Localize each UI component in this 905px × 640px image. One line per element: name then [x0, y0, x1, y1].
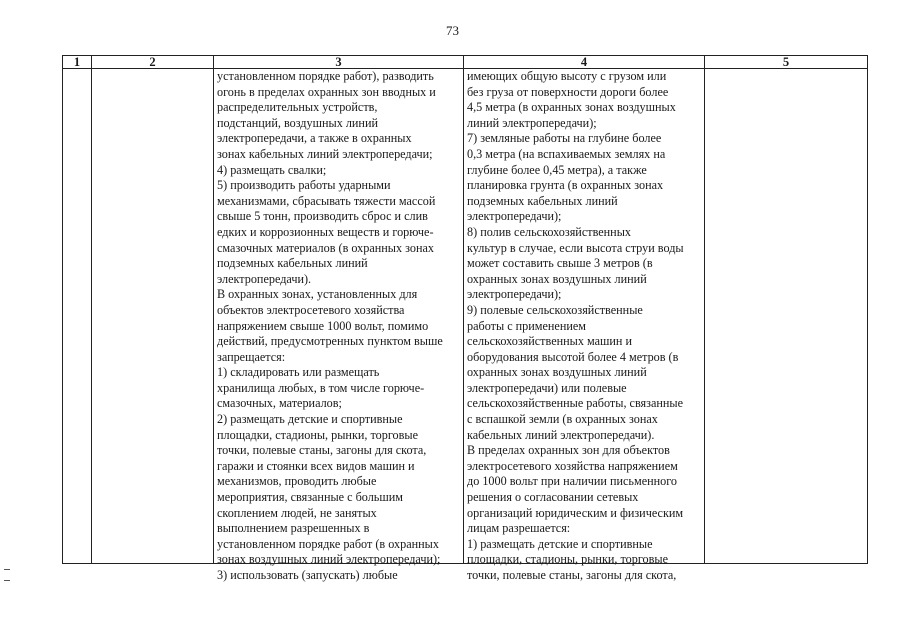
text-line: В охранных зонах, установленных для — [217, 287, 418, 302]
text-line: электропередачи) или полевые — [467, 380, 627, 395]
text-line: планировка грунта (в охранных зонах — [467, 178, 664, 193]
text-line: гаражи и стоянки всех видов машин и — [217, 458, 415, 473]
text-line: решения о согласовании сетевых — [467, 490, 639, 505]
text-line: напряжением свыше 1000 вольт, помимо — [217, 318, 429, 333]
text-line: 7) земляные работы на глубине более — [467, 131, 662, 146]
text-line: электропередачи); — [467, 209, 562, 224]
text-line: может составить свыше 3 метров (в — [467, 256, 653, 271]
cell-col-2 — [92, 69, 214, 564]
text-line: кабельных линий электропередачи). — [467, 427, 655, 442]
document-table — [62, 55, 868, 582]
text-line: 3) использовать (запускать) любые — [217, 568, 398, 582]
text-line: свыше 5 тонн, производить сброс и слив — [217, 209, 428, 224]
text-line: охранных зонах воздушных линий — [467, 365, 647, 380]
text-line: площадки, стадионы, рынки, торговые — [217, 427, 418, 442]
text-line: механизмов, проводить любые — [217, 474, 377, 489]
text-line: до 1000 вольт при наличии письменного — [467, 474, 678, 489]
text-line: 4,5 метра (в охранных зонах воздушных — [467, 100, 676, 115]
text-line: имеющих общую высоту с грузом или — [467, 69, 667, 83]
text-line: запрещается: — [217, 349, 286, 364]
text-line: глубине более 0,45 метра), а также — [467, 162, 647, 177]
text-line: 4) размещать свалки; — [217, 162, 327, 177]
col4-text — [467, 69, 701, 582]
text-line: зонах воздушных линий электропередачи); — [217, 552, 441, 567]
col3-text — [217, 69, 460, 582]
text-line: подстанций, воздушных линий — [217, 115, 379, 130]
text-line: выполнением разрешенных в — [217, 521, 370, 536]
scan-edge-mark-bottom — [4, 580, 10, 581]
text-line: 1) складировать или размещать — [217, 365, 380, 380]
text-line: культур в случае, если высота струи воды — [467, 240, 684, 255]
text-line: механизмами, сбрасывать тяжести массой — [217, 193, 436, 208]
text-line: площадки, стадионы, рынки, торговые — [467, 552, 668, 567]
text-line: распределительных устройств, — [217, 100, 378, 115]
cell-col-3 — [214, 69, 464, 582]
text-line: лицам разрешается: — [467, 521, 571, 536]
text-line: подземных кабельных линий — [467, 193, 618, 208]
text-line: действий, предусмотренных пунктом выше — [217, 334, 443, 349]
text-line: организаций юридическим и физическим — [467, 505, 684, 520]
text-line: огонь в пределах охранных зон вводных и — [217, 84, 436, 99]
text-line: едких и коррозионных веществ и горюче- — [217, 224, 434, 239]
text-line: электропередачи); — [467, 287, 562, 302]
text-line: 1) размещать детские и спортивные — [467, 536, 653, 551]
scan-edge-mark-top — [4, 569, 10, 570]
column-header-4: 4 — [464, 56, 705, 69]
text-line: работы с применением — [467, 318, 587, 333]
text-line: с вспашкой земли (в охранных зонах — [467, 412, 658, 427]
text-line: мероприятия, связанные с большим — [217, 490, 403, 505]
column-header-2: 2 — [92, 56, 214, 69]
text-line: хранилища любых, в том числе горюче- — [217, 380, 425, 395]
text-line: установленном порядке работ), разводить — [217, 69, 434, 83]
text-line: сельскохозяйственные работы, связанные — [467, 396, 684, 411]
text-line: сельскохозяйственных машин и — [467, 334, 633, 349]
cell-col-1 — [63, 69, 92, 564]
text-line: смазочных, материалов; — [217, 396, 342, 411]
text-line: 8) полив сельскохозяйственных — [467, 224, 631, 239]
text-line: охранных зонах воздушных линий — [467, 271, 647, 286]
text-line: В пределах охранных зон для объектов — [467, 443, 670, 458]
text-line: электропередачи). — [217, 271, 312, 286]
column-header-3: 3 — [214, 56, 464, 69]
text-line: 2) размещать детские и спортивные — [217, 412, 403, 427]
text-line: смазочных материалов (в охранных зонах — [217, 240, 434, 255]
table-row — [63, 69, 868, 564]
text-line: подземных кабельных линий — [217, 256, 368, 271]
cell-col-4 — [464, 69, 705, 582]
text-line: скоплением людей, не занятых — [217, 505, 377, 520]
text-line: точки, полевые станы, загоны для скота, — [467, 568, 677, 582]
text-line: без груза от поверхности дороги более — [467, 84, 669, 99]
text-line: электропередачи, а также в охранных — [217, 131, 412, 146]
text-line: 9) полевые сельскохозяйственные — [467, 302, 643, 317]
column-header-1: 1 — [63, 56, 92, 69]
text-line: объектов электросетевого хозяйства — [217, 302, 405, 317]
text-line: электросетевого хозяйства напряжением — [467, 458, 678, 473]
column-header-5: 5 — [705, 56, 868, 69]
text-line: 5) производить работы ударными — [217, 178, 391, 193]
text-line: оборудования высотой более 4 метров (в — [467, 349, 679, 364]
text-line: точки, полевые станы, загоны для скота, — [217, 443, 427, 458]
cell-col-5 — [705, 69, 868, 564]
text-line: установленном порядке работ (в охранных — [217, 536, 439, 551]
text-line: линий электропередачи); — [467, 115, 597, 130]
text-line: зонах кабельных линий электропередачи; — [217, 146, 433, 161]
text-line: 0,3 метра (на вспахиваемых землях на — [467, 146, 666, 161]
page-number: 73 — [446, 23, 459, 38]
table-header-row — [63, 56, 868, 69]
